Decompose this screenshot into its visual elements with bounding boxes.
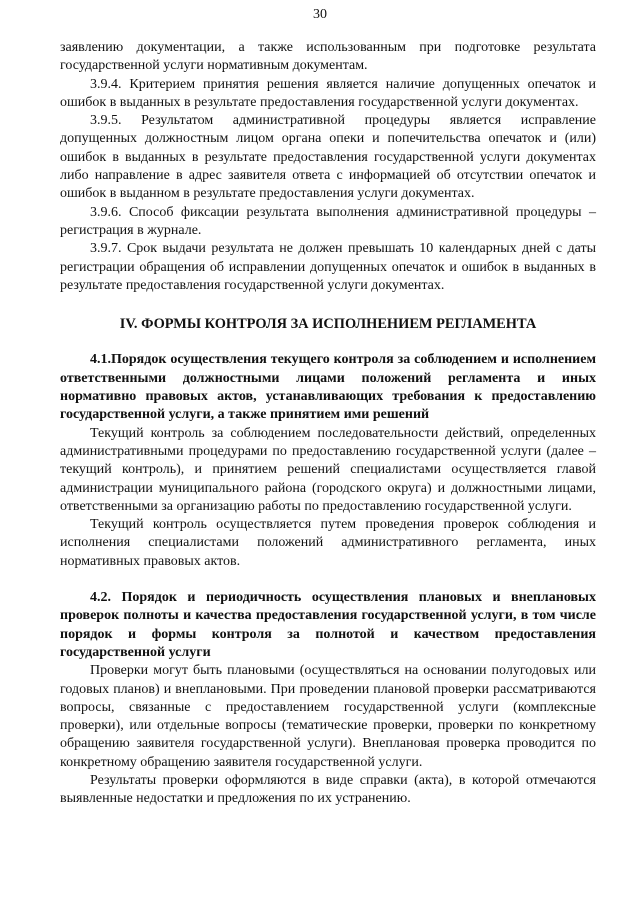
subsection-heading-4-1: 4.1.Порядок осуществления текущего контроля за соблюдением и исполнением ответственными должностными лицами положений регламента и иных нормативно правовых актов, устанавливающих требования к предоставлению государственной услуги, а также принятием ими решений [60, 352, 596, 423]
page-number: 30 [313, 7, 327, 22]
paragraph-control-method: Текущий контроль осуществляется путем проведения проверок соблюдения и исполнения специалистами положений административного регламента, иных нормативных правовых актов. [60, 517, 596, 569]
paragraph-3-9-6: 3.9.6. Способ фиксации результата выполнения административной процедуры – регистрация в журнале. [60, 204, 596, 238]
document-body [60, 39, 596, 809]
spacer [60, 571, 596, 589]
section-heading: IV. ФОРМЫ КОНТРОЛЯ ЗА ИСПОЛНЕНИЕМ РЕГЛАМЕНТА [119, 316, 537, 333]
paragraph-inspection-results: Результаты проверки оформляются в виде справки (акта), в которой отмечаются выявленные недостатки и предложения по их устранению. [60, 772, 596, 807]
paragraph-3-9-7: 3.9.7. Срок выдачи результата не должен превышать 10 календарных дней с даты регистрации обращения об исправлении допущенных опечаток и ошибок в выданных в результате предоставления государственной услуги документах. [60, 241, 596, 293]
paragraph-inspections: Проверки могут быть плановыми (осуществляться на основании полугодовых или годовых планов) и внеплановыми. При проведении плановой проверки рассматриваются вопросы, связанные с предоставлением государственной услуги (комплексные проверки), или отдельные вопросы (тематические проверки, проверки по конкретному обращению заявителя государственной услуги). Внеплановая проверка проводится по конкретному обращению заявителя государственной услуги. [60, 663, 596, 770]
subsection-heading-4-2: 4.2. Порядок и периодичность осуществления плановых и внеплановых проверок полноты и качества предоставления государственной услуги, в том числе порядок и формы контроля за полнотой и качеством предоставления государственной услуги [60, 590, 596, 660]
paragraph-continuation: заявлению документации, а также использованным при подготовке результата государственной услуги нормативным документам. [60, 40, 596, 74]
paragraph-current-control: Текущий контроль за соблюдением последовательности действий, определенных административными процедурами по предоставлению государственной услуги (далее – текущий контроль), и принятием решений специалистами осуществляется главой администрации муниципального района (городского округа) и должностными лицами, ответственными за организацию работы по предоставлению государственной услуги. [60, 425, 596, 514]
paragraph-3-9-5: 3.9.5. Результатом административной процедуры является исправление допущенных должностным лицом органа опеки и попечительства опечаток и (или) ошибок в выданных в результате предоставления государственной услуги документах либо направление в адрес заявителя ответа с информацией об отсутствии опечаток и ошибок в выданном в результате предоставления услуги документах. [60, 113, 596, 202]
paragraph-3-9-4: 3.9.4. Критерием принятия решения является наличие допущенных опечаток и ошибок в выданных в результате предоставления государственной услуги документах. [60, 76, 596, 110]
